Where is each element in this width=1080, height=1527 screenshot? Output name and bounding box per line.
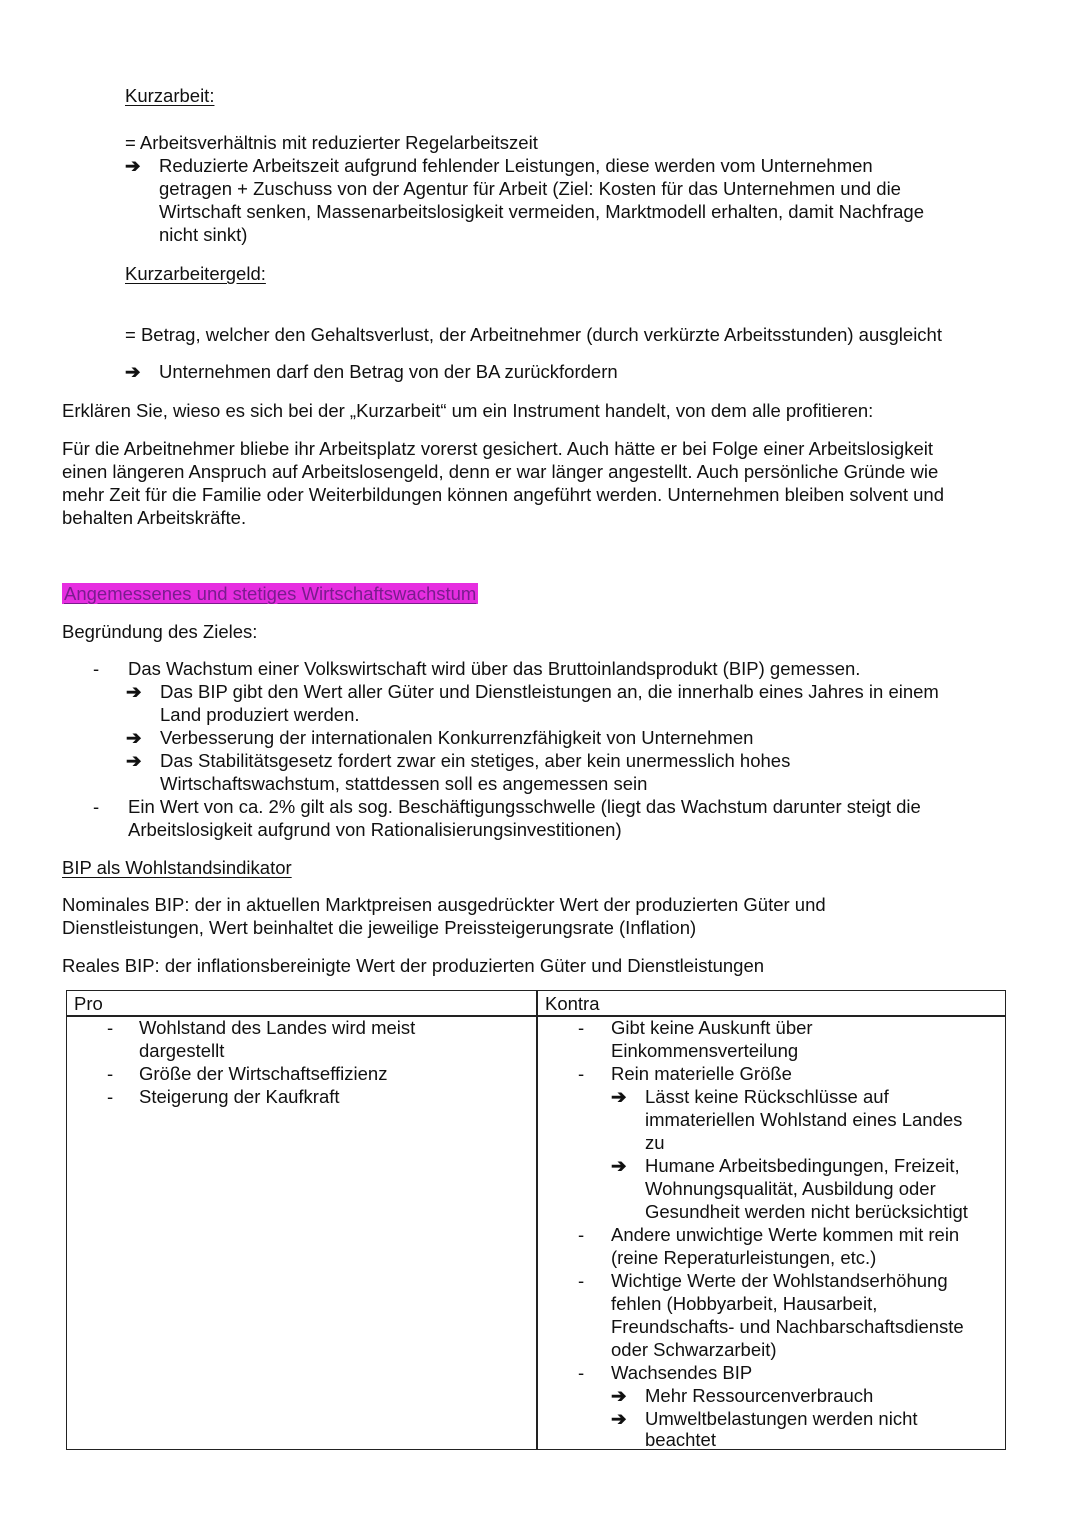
arrow-icon: ➔ bbox=[126, 727, 142, 748]
bullet-dash: - bbox=[93, 796, 100, 817]
arrow-icon: ➔ bbox=[125, 155, 141, 176]
arrow-line bbox=[611, 1407, 918, 1430]
text-line: Arbeitslosigkeit aufgrund von Rationalisierungsinvestitionen) bbox=[128, 819, 622, 840]
text-line: getragen + Zuschuss von der Agentur für Arbeit (Ziel: Kosten für das Unternehmen und die bbox=[159, 178, 901, 199]
begruendung-label: Begründung des Zieles: bbox=[62, 621, 258, 642]
pro-kontra-table bbox=[66, 990, 1006, 1450]
bullet-dash: - bbox=[578, 1063, 585, 1084]
kontra-item: beachtet bbox=[645, 1429, 716, 1450]
highlighted-heading: Angemessenes und stetiges Wirtschaftswachstum bbox=[64, 583, 477, 604]
arrow-line bbox=[611, 1085, 889, 1108]
arrow-icon: ➔ bbox=[126, 750, 142, 771]
text-line: Land produziert werden. bbox=[160, 704, 360, 725]
arrow-line bbox=[125, 360, 618, 383]
text-line: Wirtschaftswachstum, stattdessen soll es angemessen sein bbox=[160, 773, 648, 794]
text-line: nicht sinkt) bbox=[159, 224, 248, 245]
arrow-line bbox=[611, 1384, 873, 1407]
kontra-item: Wohnungsqualität, Ausbildung oder bbox=[645, 1178, 936, 1199]
kontra-item: Freundschafts- und Nachbarschaftsdienste bbox=[611, 1316, 964, 1337]
pro-item: Größe der Wirtschaftseffizienz bbox=[139, 1063, 388, 1084]
kontra-item: Humane Arbeitsbedingungen, Freizeit, bbox=[645, 1155, 960, 1176]
kontra-item: (reine Reperaturleistungen, etc.) bbox=[611, 1247, 877, 1268]
answer-line: behalten Arbeitskräfte. bbox=[62, 507, 247, 528]
bullet-dash: - bbox=[578, 1270, 585, 1291]
arrow-icon: ➔ bbox=[611, 1086, 627, 1107]
kontra-item: Andere unwichtige Werte kommen mit rein bbox=[611, 1224, 960, 1245]
arrow-line bbox=[126, 680, 939, 703]
kurzarbeit-definition: = Arbeitsverhältnis mit reduzierter Regelarbeitszeit bbox=[125, 132, 538, 153]
bip-heading: BIP als Wohlstandsindikator bbox=[62, 857, 292, 878]
nominal-line: Nominales BIP: der in aktuellen Marktpreisen ausgedrückter Wert der produzierten Güter und bbox=[62, 894, 826, 915]
bullet-dash: - bbox=[107, 1063, 114, 1084]
bullet-dash: - bbox=[93, 658, 100, 679]
real-line: Reales BIP: der inflationsbereinigte Wert der produzierten Güter und Dienstleistungen bbox=[62, 955, 765, 976]
arrow-icon: ➔ bbox=[125, 361, 141, 382]
answer-line: mehr Zeit für die Familie oder Weiterbildungen können angeführt werden. Unternehmen bleiben solvent und bbox=[62, 484, 945, 505]
kurzarbeit-heading: Kurzarbeit: bbox=[125, 85, 215, 106]
kontra-item: Wichtige Werte der Wohlstandserhöhung bbox=[611, 1270, 948, 1291]
kurzarbeitergeld-definition: = Betrag, welcher den Gehaltsverlust, der Arbeitnehmer (durch verkürzte Arbeitsstunden) ausgleicht bbox=[125, 324, 942, 345]
kontra-header: Kontra bbox=[545, 993, 600, 1014]
kontra-item: fehlen (Hobbyarbeit, Hausarbeit, bbox=[611, 1293, 878, 1314]
text-line: Reduzierte Arbeitszeit aufgrund fehlender Leistungen, diese werden vom Unternehmen bbox=[159, 155, 873, 176]
pro-item: Wohlstand des Landes wird meist bbox=[139, 1017, 416, 1038]
arrow-icon: ➔ bbox=[611, 1155, 627, 1176]
kontra-item: Gibt keine Auskunft über bbox=[611, 1017, 813, 1038]
pro-item: Steigerung der Kaufkraft bbox=[139, 1086, 340, 1107]
bullet-dash: - bbox=[578, 1017, 585, 1038]
text-line: Verbesserung der internationalen Konkurrenzfähigkeit von Unternehmen bbox=[160, 727, 754, 748]
kontra-item: Rein materielle Größe bbox=[611, 1063, 792, 1084]
text-line: Das BIP gibt den Wert aller Güter und Dienstleistungen an, die innerhalb eines Jahres in einem bbox=[160, 681, 939, 702]
kontra-item: oder Schwarzarbeit) bbox=[611, 1339, 777, 1360]
kontra-item: Einkommensverteilung bbox=[611, 1040, 799, 1061]
arrow-icon: ➔ bbox=[611, 1385, 627, 1406]
answer-line: einen längeren Anspruch auf Arbeitslosengeld, denn er war länger angestellt. Auch persönliche Gründe wie bbox=[62, 461, 939, 482]
kurzarbeitergeld-heading: Kurzarbeitergeld: bbox=[125, 263, 266, 284]
bullet-dash: - bbox=[578, 1362, 585, 1383]
arrow-icon: ➔ bbox=[611, 1408, 627, 1429]
arrow-line bbox=[126, 749, 790, 772]
section-heading bbox=[62, 582, 478, 605]
kontra-item: Umweltbelastungen werden nicht bbox=[645, 1408, 918, 1429]
arrow-icon: ➔ bbox=[126, 681, 142, 702]
column-divider bbox=[536, 991, 538, 1449]
answer-line: Für die Arbeitnehmer bliebe ihr Arbeitsplatz vorerst gesichert. Auch hätte er bei Folge einer Arbeitslosigkeit bbox=[62, 438, 933, 459]
kontra-item: Mehr Ressourcenverbrauch bbox=[645, 1385, 874, 1406]
text-line: Unternehmen darf den Betrag von der BA zurückfordern bbox=[159, 361, 618, 382]
arrow-line bbox=[126, 726, 753, 749]
kontra-item: Lässt keine Rückschlüsse auf bbox=[645, 1086, 889, 1107]
bullet-text: Das Wachstum einer Volkswirtschaft wird über das Bruttoinlandsprodukt (BIP) gemessen. bbox=[128, 658, 861, 679]
text-line: Das Stabilitätsgesetz fordert zwar ein stetiges, aber kein unermesslich hohes bbox=[160, 750, 791, 771]
kontra-item: immateriellen Wohlstand eines Landes bbox=[645, 1109, 963, 1130]
bullet-dash: - bbox=[107, 1086, 114, 1107]
arrow-line bbox=[125, 154, 873, 177]
pro-header: Pro bbox=[74, 993, 103, 1014]
bullet-dash: - bbox=[578, 1224, 585, 1245]
bullet-text: Ein Wert von ca. 2% gilt als sog. Beschäftigungsschwelle (liegt das Wachstum darunter steigt die bbox=[128, 796, 921, 817]
question: Erklären Sie, wieso es sich bei der „Kurzarbeit“ um ein Instrument handelt, von dem alle profitieren: bbox=[62, 400, 874, 421]
text-line: Wirtschaft senken, Massenarbeitslosigkeit vermeiden, Marktmodell erhalten, damit Nachfrage bbox=[159, 201, 924, 222]
kontra-item: Wachsendes BIP bbox=[611, 1362, 753, 1383]
kontra-item: Gesundheit werden nicht berücksichtigt bbox=[645, 1201, 968, 1222]
kontra-item: zu bbox=[645, 1132, 665, 1153]
nominal-line: Dienstleistungen, Wert beinhaltet die jeweilige Preissteigerungsrate (Inflation) bbox=[62, 917, 697, 938]
arrow-line bbox=[611, 1154, 960, 1177]
bullet-dash: - bbox=[107, 1017, 114, 1038]
pro-item: dargestellt bbox=[139, 1040, 225, 1061]
